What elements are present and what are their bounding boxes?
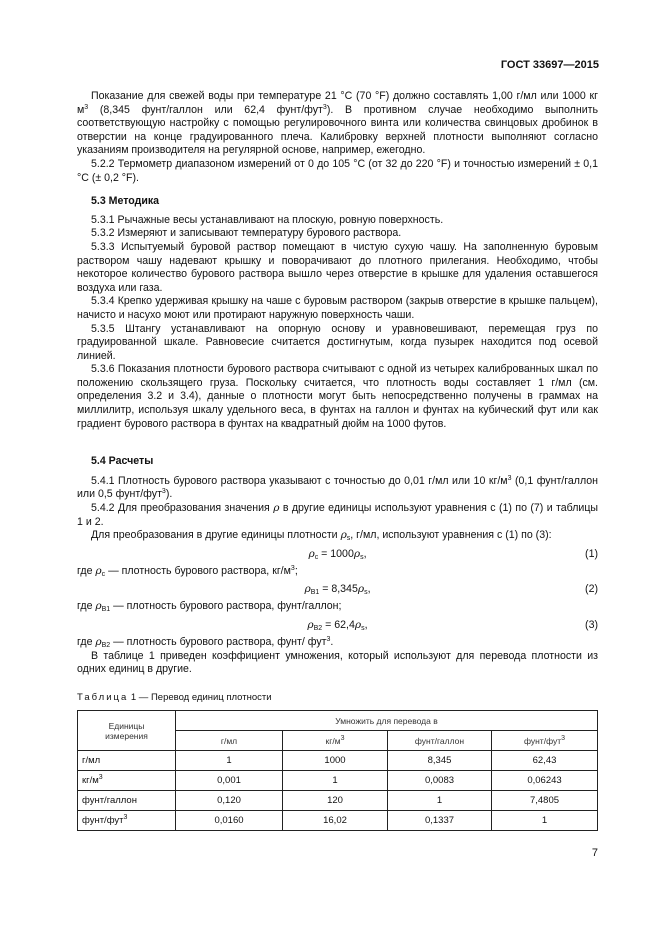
table-cell: 62,43 bbox=[492, 751, 598, 771]
table-cell: 0,120 bbox=[176, 791, 283, 811]
text-run: . bbox=[330, 636, 334, 648]
table-cell: 120 bbox=[283, 791, 388, 811]
rho-symbol: ρ bbox=[304, 583, 311, 596]
row-unit-label: кг/м bbox=[82, 775, 99, 786]
rho-symbol: ρ bbox=[95, 636, 102, 648]
subscript: B2 bbox=[101, 642, 111, 649]
table-cell: 1 bbox=[176, 751, 283, 771]
row-unit-label: фунт/галлон bbox=[82, 795, 137, 806]
equation-number: (3) bbox=[585, 619, 598, 631]
table-cell: 0,06243 bbox=[492, 771, 598, 791]
table-caption-label: Таблица bbox=[77, 692, 129, 703]
superscript: 3 bbox=[123, 814, 128, 821]
table-cell: 16,02 bbox=[283, 811, 388, 831]
rho-symbol: ρ bbox=[307, 619, 314, 631]
text-run: ; bbox=[294, 564, 298, 577]
text-run: 5.2.2 Термометр диапазоном измерений от 0 до 105 °С (от 32 до 220 °F) и точностью измерений ± 0,1 °С (± 0,2 °F). bbox=[77, 157, 598, 184]
rho-symbol: ρ bbox=[353, 547, 361, 560]
paragraph-5-4-1 bbox=[77, 475, 598, 502]
table-cell: 0,0160 bbox=[176, 811, 283, 831]
paragraph-5-3-5 bbox=[77, 323, 598, 364]
rho-symbol: ρ bbox=[308, 547, 315, 560]
equation-3 bbox=[77, 614, 598, 636]
column-header bbox=[176, 731, 283, 751]
unit-column-header: Единицы измерения bbox=[78, 711, 176, 751]
text-run: ). В противном случае необходимо выполнить соответствующую настройку с помощью регулировочного винта или количества свинцовых дробинок в отверстии на конце градуированного плеча. Калибровку верхней плотности выполняют согласно указаниям производителя на регулярной основе, например, ежегодно. bbox=[77, 103, 598, 157]
table-caption-text: 1 — Перевод единиц плотности bbox=[128, 692, 272, 703]
document-standard-number: ГОСТ 33697—2015 bbox=[500, 59, 599, 71]
table-cell: 1 bbox=[283, 771, 388, 791]
subscript: c bbox=[101, 570, 106, 578]
table-cell: 0,0083 bbox=[388, 771, 492, 791]
subscript: B1 bbox=[310, 589, 320, 597]
superscript: 3 bbox=[340, 734, 345, 742]
table-row bbox=[78, 791, 598, 811]
equation-1 bbox=[77, 543, 598, 565]
superscript: 3 bbox=[322, 103, 327, 111]
rho-symbol: ρ bbox=[354, 619, 362, 631]
column-header-label: фунт/галлон bbox=[414, 735, 465, 746]
row-unit-label: фунт/фут bbox=[82, 815, 124, 826]
where-rho-c bbox=[77, 565, 598, 579]
paragraph-conversion-intro bbox=[77, 529, 598, 543]
text-run: где bbox=[77, 564, 96, 577]
superscript: 3 bbox=[98, 774, 103, 781]
text-run: 5.3.2 Измеряют и записывают температуру бурового раствора. bbox=[91, 227, 402, 240]
text-run: , bbox=[363, 547, 367, 560]
text-run: — плотность бурового раствора, фунт/галлон; bbox=[110, 600, 342, 613]
row-unit bbox=[78, 751, 176, 771]
row-unit bbox=[78, 771, 176, 791]
rho-symbol: ρ bbox=[95, 600, 102, 613]
superscript: 3 bbox=[507, 474, 512, 482]
text-run: 5.4.2 Для преобразования значения bbox=[91, 502, 274, 515]
text-run: 5.4 Расчеты bbox=[91, 455, 154, 468]
rho-symbol: ρ bbox=[273, 502, 280, 515]
superscript: 3 bbox=[561, 734, 566, 742]
paragraph-5-3-1 bbox=[77, 214, 598, 228]
row-unit bbox=[78, 811, 176, 831]
text-run: в другие единицы используют уравнения с (1) по (7) и таблицы 1 и 2. bbox=[77, 502, 599, 528]
text-run: — плотность бурового раствора, фунт/ фут bbox=[110, 636, 327, 648]
table-row bbox=[78, 751, 598, 771]
superscript: 3 bbox=[84, 103, 89, 111]
text-run: = 1000 bbox=[318, 547, 354, 560]
text-run: (8,345 фунт/галлон или 62,4 фунт/фут bbox=[88, 103, 323, 116]
column-header-label: кг/м bbox=[325, 735, 341, 746]
table-cell: 7,4805 bbox=[492, 791, 598, 811]
paragraph-table-intro bbox=[77, 650, 598, 677]
text-run: 5.3.4 Крепко удерживая крышку на чаше с буровым раствором (закрыв отверстие в крышке пальцем), начисто и насухо моют или протирают наружную поверхность чаши. bbox=[77, 295, 598, 321]
subscript: s bbox=[361, 625, 365, 632]
text-run: ). bbox=[165, 488, 173, 501]
paragraph-water-reading bbox=[77, 90, 598, 158]
column-header bbox=[492, 731, 598, 751]
table-cell: 0,1337 bbox=[388, 811, 492, 831]
subscript: s bbox=[364, 589, 368, 597]
paragraph-5-3-6 bbox=[77, 363, 598, 431]
column-header bbox=[283, 731, 388, 751]
subscript: B1 bbox=[101, 606, 111, 614]
table-cell: 1000 bbox=[283, 751, 388, 771]
text-run: , г/мл, используют уравнения с (1) по (3): bbox=[350, 529, 552, 542]
row-unit bbox=[78, 791, 176, 811]
paragraph-5-3-4 bbox=[77, 295, 598, 322]
equation-2 bbox=[77, 578, 598, 600]
formula bbox=[304, 583, 370, 595]
text-run: Для преобразования в другие единицы плотности bbox=[91, 529, 341, 542]
rho-symbol: ρ bbox=[340, 529, 347, 542]
text-run: 5.4.1 Плотность бурового раствора указывают с точностью до 0,01 г/мл или 10 кг/м bbox=[91, 474, 508, 487]
table-cell: 8,345 bbox=[388, 751, 492, 771]
text-run: где bbox=[77, 600, 96, 613]
paragraph-5-3-3 bbox=[77, 241, 598, 295]
table-row bbox=[78, 771, 598, 791]
page-number: 7 bbox=[591, 847, 598, 859]
document-body bbox=[77, 90, 598, 677]
text-run: где bbox=[77, 636, 96, 648]
heading-5-4 bbox=[77, 455, 598, 469]
paragraph-5-2-2 bbox=[77, 158, 598, 185]
superscript: 3 bbox=[326, 636, 331, 643]
multiply-group-header: Умножить для перевода в bbox=[176, 711, 598, 731]
text-run: Показание для свежей воды при температуре 21 °С (70 °F) должно составлять 1,00 г/мл или 1000 кг м bbox=[77, 90, 598, 116]
formula bbox=[307, 619, 367, 631]
column-header-label: г/мл bbox=[220, 735, 238, 746]
equation-number: (2) bbox=[585, 583, 598, 596]
subscript: s bbox=[346, 535, 351, 543]
subscript: B2 bbox=[313, 625, 323, 632]
column-header-label: фунт/фут bbox=[523, 735, 562, 746]
text-run: 5.3.3 Испытуемый буровой раствор помещают в чистую сухую чашу. На заполненную буровым раствором чашу надевают крышку и поворачивают до плотного прилегания. Необходимо, чтобы некоторое количество бурового раствора вышло через отверстие в крышке для удаления оставшегося воздуха или газа. bbox=[77, 240, 598, 294]
density-conversion-table bbox=[77, 710, 598, 831]
where-rho-b1 bbox=[77, 600, 598, 614]
row-unit-label: г/мл bbox=[82, 755, 101, 766]
rho-symbol: ρ bbox=[95, 564, 102, 577]
text-run: 5.3.5 Штангу устанавливают на опорную основу и уравновешивают, перемещая груз по градуированной шкале. Равновесие считается достигнутым, когда пузырек находится под осевой линией. bbox=[77, 322, 598, 362]
text-run: (0,1 фунт/галлон или 0,5 фунт/фут bbox=[77, 474, 598, 501]
subscript: s bbox=[360, 553, 364, 561]
formula bbox=[308, 548, 366, 560]
where-rho-b2 bbox=[77, 636, 598, 650]
text-run: = 62,4 bbox=[322, 619, 355, 631]
superscript: 3 bbox=[161, 488, 166, 496]
rho-symbol: ρ bbox=[357, 583, 365, 596]
text-run: = 8,345 bbox=[319, 583, 358, 596]
text-run: 5.3.6 Показания плотности бурового раствора считывают с одной из четырех калиброванных шкал по положению скользящего груза. Поскольку считается, что плотность воды составляет 1 г/мл (см. определения 3.2 и 3.4), данные о плотности могут быть непосредственно получены в граммах на миллилитр, используя шкалу удельного веса, в фунтах на галлон и фунтах на кубический фут или как градиент бурового раствора в фунтах на квадратный дюйм на 1000 футов. bbox=[77, 363, 598, 430]
subscript: c bbox=[314, 553, 319, 561]
text-run: , bbox=[364, 619, 368, 631]
table-caption bbox=[77, 692, 272, 703]
superscript: 3 bbox=[290, 564, 295, 572]
table-cell: 1 bbox=[388, 791, 492, 811]
paragraph-5-4-2 bbox=[77, 502, 598, 529]
heading-5-3 bbox=[77, 195, 598, 209]
paragraph-5-3-2 bbox=[77, 227, 598, 241]
text-run: 5.3 Методика bbox=[91, 195, 160, 208]
table-cell: 0,001 bbox=[176, 771, 283, 791]
text-run: В таблице 1 приведен коэффициент умножения, который используют для перевода плотности из одних единиц в другие. bbox=[77, 649, 598, 676]
table-cell: 1 bbox=[492, 811, 598, 831]
column-header bbox=[388, 731, 492, 751]
text-run: — плотность бурового раствора, кг/м bbox=[105, 564, 291, 577]
table-row bbox=[78, 811, 598, 831]
text-run: , bbox=[367, 583, 371, 596]
text-run: 5.3.1 Рычажные весы устанавливают на плоскую, ровную поверхность. bbox=[91, 213, 444, 226]
equation-number: (1) bbox=[585, 547, 598, 560]
